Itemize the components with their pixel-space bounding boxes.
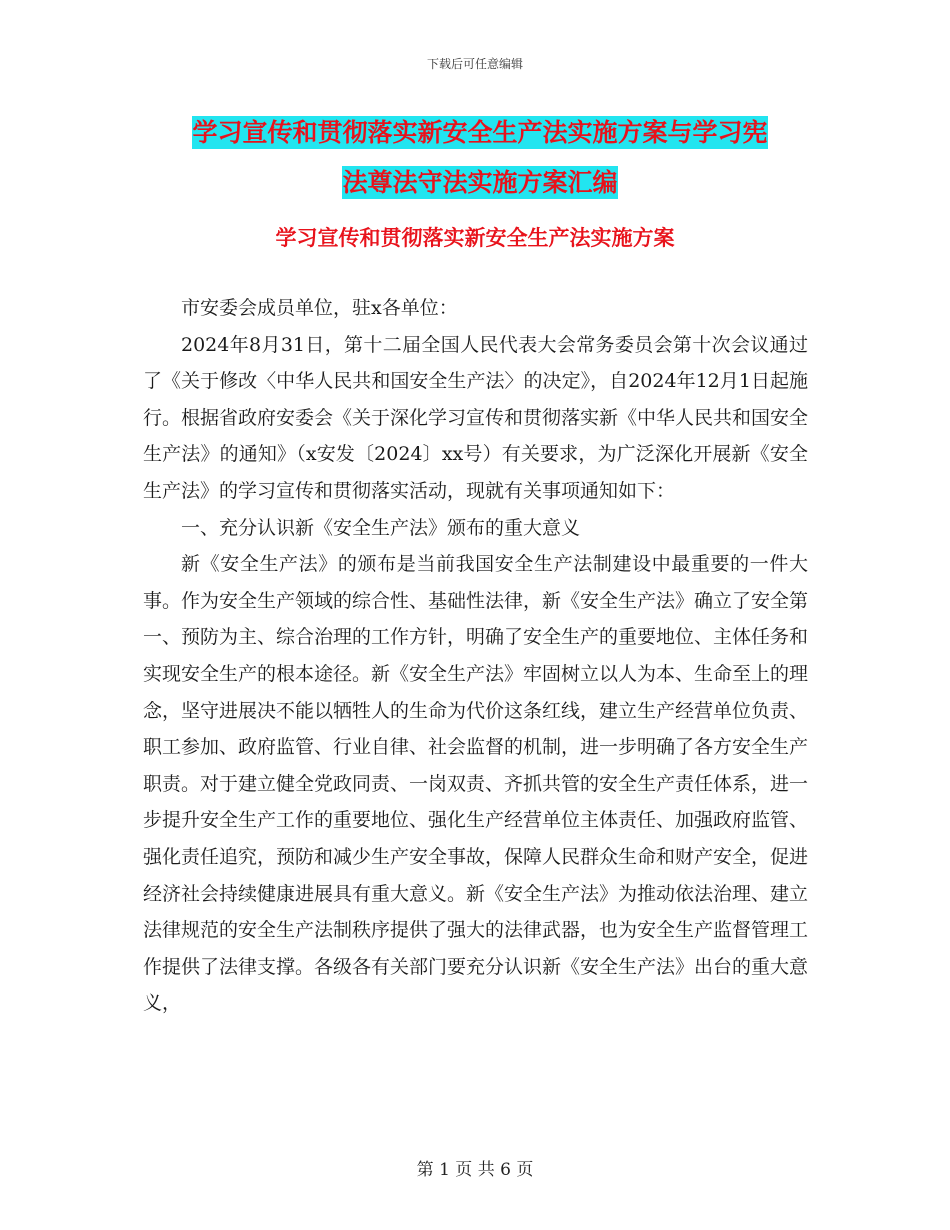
- paragraph-salutation: 市安委会成员单位，驻x各单位：: [181, 297, 458, 319]
- paragraph-intro: 2024年8月31日，第十二届全国人民代表大会常务委员会第十次会议通过了《关于修改〈中华人民共和国安全生产法〉的决定》，自2024年12月1日起施行。根据省政府安委会《关于深化学习宣传和贯彻落实新《中华人民共和国安全生产法》的通知》（x安发〔2024〕xx号）有关要求，为广泛深化开展新《安全生产法》的学习宣传和贯彻落实活动，现就有关事项通知如下：: [143, 333, 809, 502]
- paragraph-significance: 新《安全生产法》的颁布是当前我国安全生产法制建设中最重要的一件大事。作为安全生产领域的综合性、基础性法律，新《安全生产法》确立了安全第一、预防为主、综合治理的工作方针，明确了安全生产的重要地位、主体任务和实现安全生产的根本途径。新《安全生产法》牢固树立以人为本、生命至上的理念，坚守进展决不能以牺牲人的生命为代价这条红线，建立生产经营单位负责、职工参加、政府监管、行业自律、社会监督的机制，进一步明确了各方安全生产职责。对于建立健全党政同责、一岗双责、齐抓共管的安全生产责任体系，进一步提升安全生产工作的重要地位、强化生产经营单位主体责任、加强政府监管、强化责任追究，预防和减少生产安全事故，保障人民群众生命和财产安全，促进经济社会持续健康进展具有重大意义。新《安全生产法》为推动依法治理、建立法律规范的安全生产法制秩序提供了强大的法律武器，也为安全生产监督管理工作提供了法律支撑。各级各有关部门要充分认识新《安全生产法》出台的重大意义，: [143, 553, 809, 1015]
- document-body: [143, 290, 808, 1022]
- section-title: 学习宣传和贯彻落实新安全生产法实施方案: [275, 225, 675, 250]
- title-line-2: 法尊法守法实施方案汇编: [342, 168, 618, 197]
- title-line-1: 学习宣传和贯彻落实新安全生产法实施方案与学习宪: [192, 118, 768, 147]
- document-title: [140, 108, 820, 208]
- page-header-note: 下载后可任意编辑: [426, 57, 523, 71]
- page-footer: 第 1 页 共 6 页: [416, 1160, 534, 1180]
- paragraph-heading-1: 一、充分认识新《安全生产法》颁布的重大意义: [181, 516, 581, 539]
